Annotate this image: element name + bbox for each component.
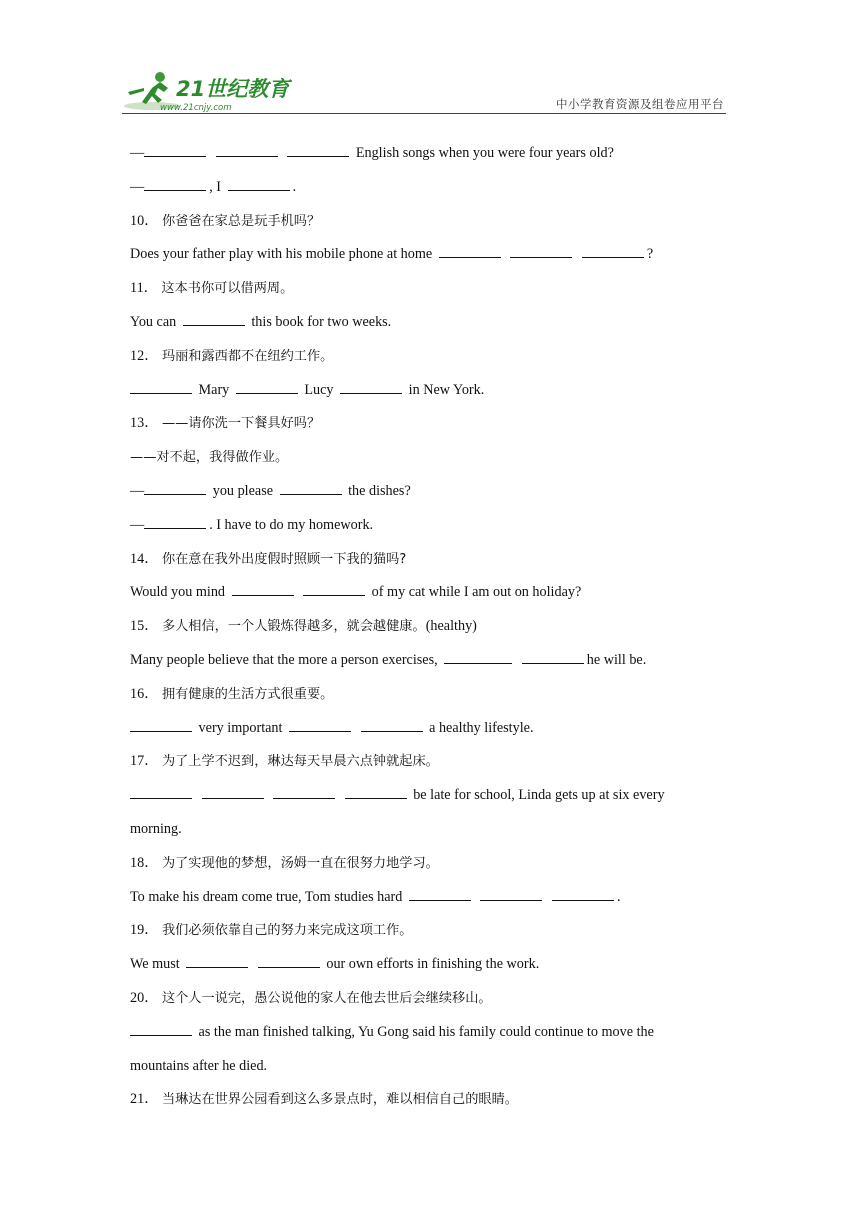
platform-name: 中小学教育资源及组卷应用平台 bbox=[556, 97, 724, 111]
answer-blank[interactable] bbox=[186, 953, 248, 968]
line-text: . bbox=[292, 178, 297, 195]
line-text: We must bbox=[130, 956, 180, 973]
chinese-sentence: 当琳达在世界公园看到这么多景点时，难以相信自己的眼睛。 bbox=[161, 1092, 518, 1108]
answer-blank[interactable] bbox=[228, 176, 290, 191]
answer-blank[interactable] bbox=[287, 142, 349, 157]
line-text: . bbox=[617, 888, 621, 905]
answer-blank[interactable] bbox=[280, 480, 342, 495]
question-17-answer-cont bbox=[130, 817, 730, 851]
question-14-answer bbox=[130, 580, 730, 614]
line-text: Does your father play with his mobile phone at home bbox=[130, 246, 433, 263]
exercise-line bbox=[130, 175, 730, 209]
question-number: 19． bbox=[130, 922, 159, 939]
page-header bbox=[122, 68, 726, 114]
dash: — bbox=[130, 145, 145, 161]
chinese-sentence: ——对不起，我得做作业。 bbox=[130, 450, 289, 466]
question-number: 20． bbox=[130, 989, 159, 1006]
answer-blank[interactable] bbox=[340, 379, 402, 394]
chinese-sentence: 这个人一说完，愚公说他的家人在他去世后会继续移山。 bbox=[161, 990, 492, 1006]
chinese-sentence: 你在意在我外出度假时照顾一下我的猫吗? bbox=[161, 551, 407, 567]
question-13-prompt bbox=[130, 411, 730, 445]
line-text: as the man finished talking, Yu Gong said his family could continue to move the bbox=[198, 1023, 654, 1040]
line-text: , I bbox=[209, 178, 222, 195]
question-18-answer bbox=[130, 885, 730, 919]
answer-blank[interactable] bbox=[144, 176, 206, 191]
question-13-answer bbox=[130, 479, 730, 513]
line-text: the dishes? bbox=[348, 482, 411, 499]
question-15-answer bbox=[130, 648, 730, 682]
chinese-sentence: 玛丽和露西都不在纽约工作。 bbox=[161, 348, 334, 364]
line-text: Lucy bbox=[304, 381, 334, 398]
chinese-sentence: 为了上学不迟到，琳达每天早晨六点钟就起床。 bbox=[161, 754, 439, 770]
question-13-answer-reply bbox=[130, 513, 730, 547]
answer-blank[interactable] bbox=[409, 886, 471, 901]
line-text: he will be. bbox=[586, 651, 647, 668]
dash: — bbox=[130, 482, 145, 499]
logo-text: 21世纪教育 bbox=[176, 77, 290, 101]
line-text: be late for school, Linda gets up at six every bbox=[413, 787, 665, 804]
question-number: 18． bbox=[130, 854, 159, 871]
question-number: 10． bbox=[130, 212, 159, 229]
question-number: 16． bbox=[130, 685, 159, 702]
question-17-prompt bbox=[130, 749, 730, 783]
answer-blank[interactable] bbox=[345, 784, 407, 799]
answer-blank[interactable] bbox=[480, 886, 542, 901]
question-number: 15． bbox=[130, 618, 159, 635]
question-12-answer bbox=[130, 378, 730, 412]
question-11-answer bbox=[130, 310, 730, 344]
dash: — bbox=[130, 178, 145, 195]
chinese-sentence: 你爸爸在家总是玩手机吗？ bbox=[161, 213, 321, 229]
answer-blank[interactable] bbox=[439, 243, 501, 258]
question-number: 17． bbox=[130, 753, 159, 770]
question-number: 21． bbox=[130, 1091, 159, 1108]
question-11-prompt bbox=[130, 276, 730, 310]
question-20-answer bbox=[130, 1020, 730, 1054]
line-text: in New York. bbox=[408, 381, 485, 398]
question-17-answer bbox=[130, 783, 730, 817]
line-text: . I have to do my homework. bbox=[209, 516, 374, 533]
question-21-prompt bbox=[130, 1087, 730, 1121]
line-text: ? bbox=[646, 246, 654, 263]
question-12-prompt bbox=[130, 344, 730, 378]
answer-blank[interactable] bbox=[444, 649, 512, 664]
line-text: morning. bbox=[130, 820, 182, 837]
answer-blank[interactable] bbox=[258, 953, 320, 968]
line-text: of my cat while I am out on holiday? bbox=[371, 584, 582, 601]
answer-blank[interactable] bbox=[130, 1021, 192, 1036]
line-text: To make his dream come true, Tom studies hard bbox=[130, 888, 403, 905]
line-text: Would you mind bbox=[130, 584, 226, 601]
question-10-prompt bbox=[130, 209, 730, 243]
answer-blank[interactable] bbox=[582, 243, 644, 258]
line-text: a healthy lifestyle. bbox=[429, 719, 534, 736]
question-16-answer bbox=[130, 716, 730, 750]
answer-blank[interactable] bbox=[130, 784, 192, 799]
chinese-sentence: 多人相信，一个人锻炼得越多，就会越健康。 bbox=[161, 619, 426, 635]
question-number: 13． bbox=[130, 415, 159, 432]
answer-blank[interactable] bbox=[510, 243, 572, 258]
answer-blank[interactable] bbox=[289, 717, 351, 732]
chinese-sentence: 我们必须依靠自己的努力来完成这项工作。 bbox=[161, 923, 413, 939]
dash: — bbox=[130, 516, 145, 533]
question-16-prompt bbox=[130, 682, 730, 716]
answer-blank[interactable] bbox=[144, 480, 206, 495]
answer-blank[interactable] bbox=[552, 886, 614, 901]
header-divider bbox=[122, 113, 726, 114]
exercise-content bbox=[130, 141, 730, 1121]
question-14-prompt bbox=[130, 547, 730, 581]
question-number: 12． bbox=[130, 347, 159, 364]
question-20-answer-cont bbox=[130, 1054, 730, 1088]
question-10-answer bbox=[130, 242, 730, 276]
line-text: you please bbox=[212, 482, 274, 499]
question-13-prompt-reply bbox=[130, 445, 730, 479]
exercise-line bbox=[130, 141, 730, 175]
question-19-answer bbox=[130, 952, 730, 986]
question-number: 14． bbox=[130, 550, 159, 567]
line-text: our own efforts in finishing the work. bbox=[326, 956, 540, 973]
chinese-sentence: 为了实现他的梦想，汤姆一直在很努力地学习。 bbox=[161, 855, 439, 871]
chinese-sentence: 拥有健康的生活方式很重要。 bbox=[161, 686, 334, 702]
answer-blank[interactable] bbox=[303, 581, 365, 596]
answer-blank[interactable] bbox=[361, 717, 423, 732]
logo-url-text: www.21cnjy.com bbox=[160, 103, 232, 113]
word-hint: (healthy) bbox=[425, 618, 477, 635]
question-18-prompt bbox=[130, 851, 730, 885]
question-19-prompt bbox=[130, 918, 730, 952]
answer-blank[interactable] bbox=[232, 581, 294, 596]
answer-blank[interactable] bbox=[522, 649, 584, 664]
line-text: this book for two weeks. bbox=[251, 313, 392, 330]
answer-blank[interactable] bbox=[236, 379, 298, 394]
line-text: Mary bbox=[198, 381, 230, 398]
chinese-sentence: 这本书你可以借两周。 bbox=[161, 281, 294, 297]
answer-blank[interactable] bbox=[183, 311, 245, 326]
line-text: very important bbox=[198, 719, 283, 736]
answer-blank[interactable] bbox=[202, 784, 264, 799]
answer-blank[interactable] bbox=[144, 514, 206, 529]
question-15-prompt bbox=[130, 614, 730, 648]
answer-blank[interactable] bbox=[130, 379, 192, 394]
answer-blank[interactable] bbox=[216, 142, 278, 157]
line-text: Many people believe that the more a person exercises, bbox=[130, 651, 438, 668]
question-20-prompt bbox=[130, 986, 730, 1020]
site-logo bbox=[122, 68, 292, 114]
answer-blank[interactable] bbox=[273, 784, 335, 799]
answer-blank[interactable] bbox=[144, 142, 206, 157]
answer-blank[interactable] bbox=[130, 717, 192, 732]
question-number: 11． bbox=[130, 280, 158, 297]
line-text: You can bbox=[130, 313, 177, 330]
line-text: mountains after he died. bbox=[130, 1057, 268, 1074]
chinese-sentence: ——请你洗一下餐具好吗？ bbox=[161, 416, 321, 432]
line-text: English songs when you were four years old? bbox=[355, 145, 614, 161]
